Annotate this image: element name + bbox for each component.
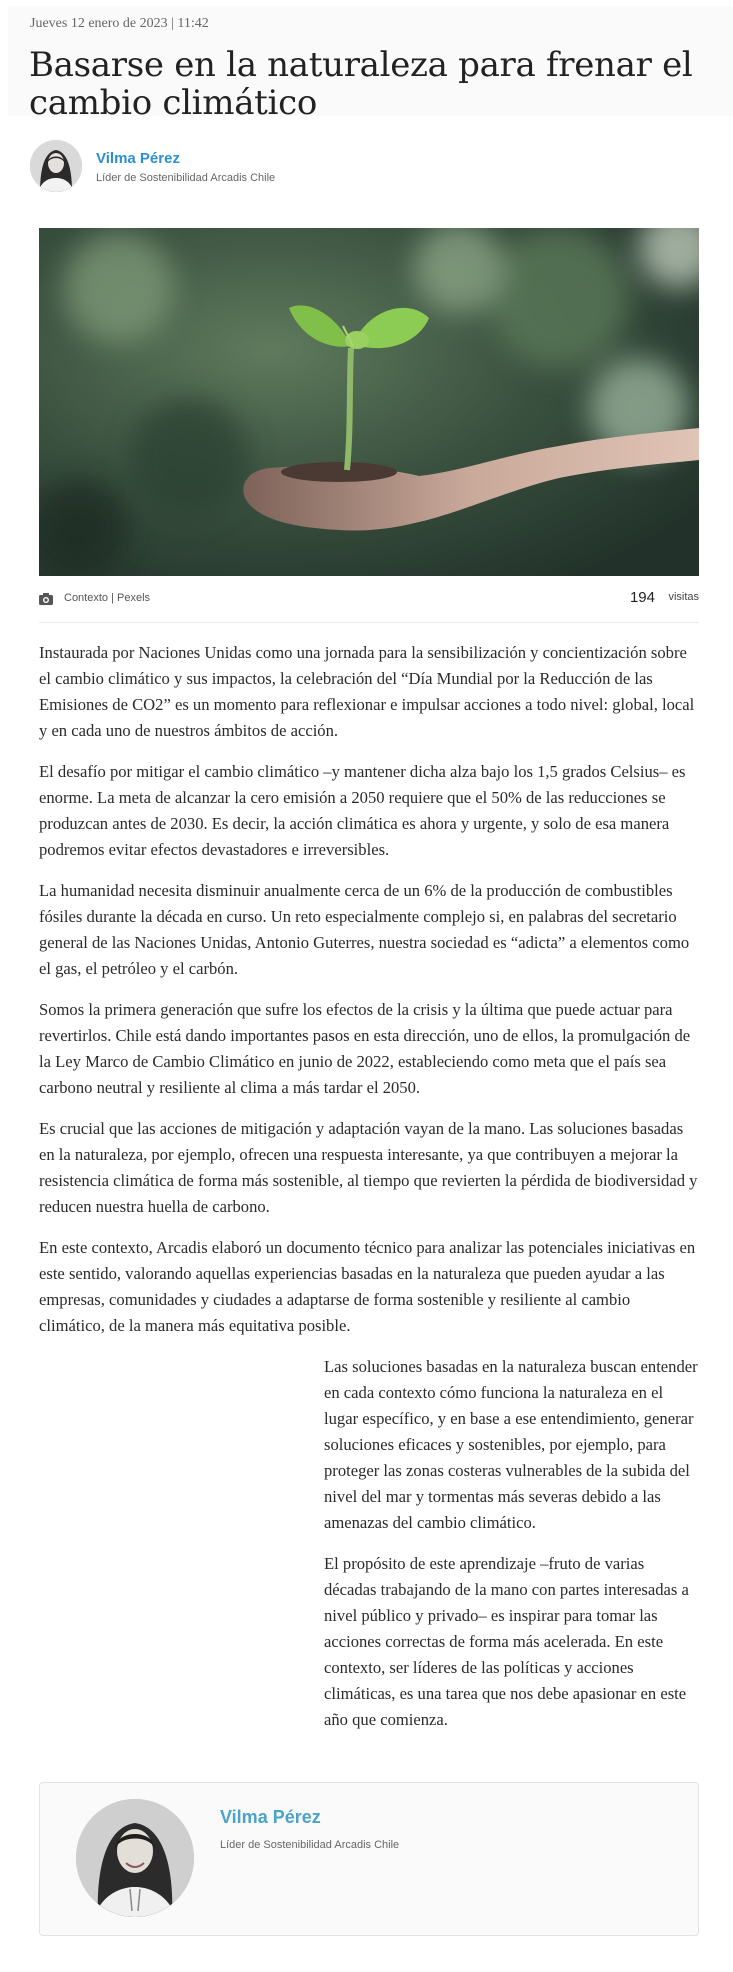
paragraph: La humanidad necesita disminuir anualmente cerca de un 6% de la producción de combustibles fósiles durante la década en curso. Un reto especialmente complejo si, en palabras del secretario general de las Naciones Unidas, Antonio Guterres, nuestra sociedad es “adicta” a elementos como el gas, el petróleo y el carbón. xyxy=(39,881,690,978)
paragraph: Las soluciones basadas en la naturaleza buscan entender en cada contexto cómo funciona la naturaleza en el lugar específico, y en base a ese entendimiento, generar soluciones eficaces y sostenibles, por ejemplo, para proteger las zonas costeras vulnerables de la subida del nivel del mar y tormentas más severas debido a las amenazas del cambio climático. xyxy=(324,1357,698,1532)
author-card xyxy=(39,1782,699,1936)
article-body xyxy=(39,640,699,1748)
hero-photo-seedling-in-hand xyxy=(39,228,699,576)
author-name-link[interactable]: Vilma Pérez xyxy=(96,150,180,167)
paragraph: En este contexto, Arcadis elaboró un documento técnico para analizar las potenciales iniciativas en este sentido, valorando aquellas experiencias basadas en la naturaleza que pueden ayudar a las empresas, comunidades y ciudades a adaptarse de forma sostenible y resiliente al cambio climático, de la manera más equitativa posible. xyxy=(39,1238,696,1335)
photo-credit: Contexto | Pexels xyxy=(64,592,151,604)
author-card-photo xyxy=(76,1799,194,1917)
embed-placeholder xyxy=(39,1354,324,1724)
author-avatar[interactable] xyxy=(30,140,82,192)
article-title: Basarse en la naturaleza para frenar el cambio climático xyxy=(29,45,693,123)
author-role: Líder de Sostenibilidad Arcadis Chile xyxy=(96,172,276,184)
paragraph: El desafío por mitigar el cambio climático –y mantener dicha alza bajo los 1,5 grados Celsius– es enorme. La meta de alcanzar la cero emisión a 2050 requiere que el 50% de las reducciones se produzcan antes de 2030. Es decir, la acción climática es ahora y urgente, y solo de esa manera podremos evitar efectos devastadores e irreversibles. xyxy=(39,762,686,859)
dateline: Jueves 12 enero de 2023 | 11:42 xyxy=(30,16,209,31)
visits-count: 194 xyxy=(629,589,655,606)
camera-icon xyxy=(39,593,53,605)
paragraph: Somos la primera generación que sufre los efectos de la crisis y la última que puede actuar para revertirlos. Chile está dando importantes pasos en esta dirección, uno de ellos, la promulgación de la Ley Marco de Cambio Climático en junio de 2022, estableciendo como meta que el país sea carbono neutral y resiliente al clima a más tardar el 2050. xyxy=(39,1000,691,1097)
paragraph: Es crucial que las acciones de mitigación y adaptación vayan de la mano. Las soluciones basadas en la naturaleza, por ejemplo, ofrecen una respuesta interesante, ya que contribuyen a mejorar la resistencia climática de forma más sostenible, al tiempo que revierten la pérdida de biodiversidad y reducen nuestra huella de carbono. xyxy=(39,1119,698,1216)
paragraph: Instaurada por Naciones Unidas como una jornada para la sensibilización y concientización sobre el cambio climático y sus impactos, la celebración del “Día Mundial por la Reducción de las Emisiones de CO2” es un momento para reflexionar e impulsar acciones a todo nivel: global, local y en cada uno de nuestros ámbitos de acción. xyxy=(39,643,695,740)
divider xyxy=(39,622,699,623)
author-photo xyxy=(30,140,82,192)
paragraph: El propósito de este aprendizaje –fruto de varias décadas trabajando de la mano con partes interesadas a nivel público y privado– es inspirar para tomar las acciones correctas de forma más acelerada. En este contexto, ser líderes de las políticas y acciones climáticas, es una tarea que nos debe apasionar en este año que comienza. xyxy=(324,1554,689,1729)
author-card-name-link[interactable]: Vilma Pérez xyxy=(220,1807,321,1827)
author-card-role: Líder de Sostenibilidad Arcadis Chile xyxy=(220,1839,400,1851)
hero-image xyxy=(39,228,699,576)
visits-label: visitas xyxy=(668,591,699,603)
author-card-avatar[interactable] xyxy=(76,1799,194,1917)
hero-caption-row xyxy=(39,589,699,613)
